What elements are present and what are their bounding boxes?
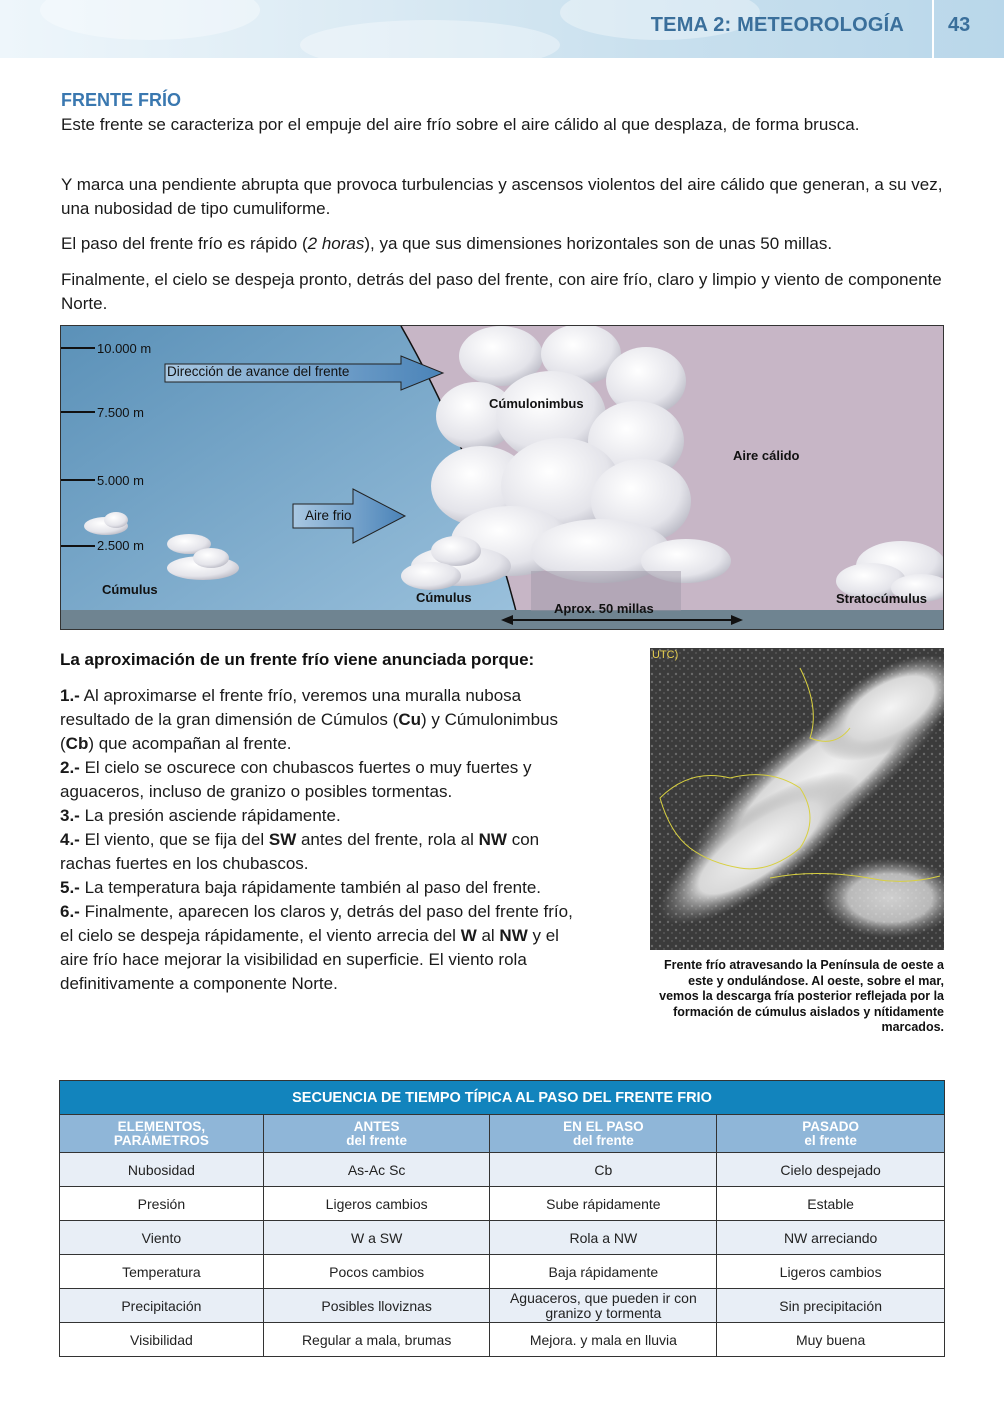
utc-label: UTC) <box>652 649 679 661</box>
altitude-label: 7.500 m <box>97 405 144 420</box>
column-header <box>490 1115 717 1153</box>
satellite-graphic <box>650 648 944 950</box>
list-item <box>60 804 590 828</box>
table-row <box>60 1153 945 1187</box>
item-number: 4.- <box>60 830 80 849</box>
cumulus-label-middle: Cúmulus <box>416 590 472 605</box>
table-cell: Regular a mala, brumas <box>263 1323 490 1357</box>
table-cell: NW arreciando <box>717 1221 945 1255</box>
item-bold: Cu <box>398 710 421 729</box>
header-line: PASADO <box>802 1118 859 1134</box>
list-item <box>60 900 590 996</box>
paragraph-4: Finalmente, el cielo se despeja pronto, detrás del paso del frente, con aire frío, claro y limpio y viento de componente Norte. <box>61 270 942 313</box>
table-cell: Ligeros cambios <box>717 1255 945 1289</box>
page-header <box>0 0 1004 58</box>
item-number: 2.- <box>60 758 80 777</box>
item-text: Finalmente, aparecen los claros y, detrás del paso del frente frío, el cielo se despeja rápidamente, el viento arrecia del <box>60 902 573 945</box>
table-cell: Baja rápidamente <box>490 1255 717 1289</box>
table-cell: W a SW <box>263 1221 490 1255</box>
item-number: 5.- <box>60 878 80 897</box>
page-number: 43 <box>948 14 971 36</box>
list-item <box>60 756 590 804</box>
item-bold: Cb <box>65 734 89 753</box>
list-item <box>60 876 590 900</box>
item-number: 6.- <box>60 902 80 921</box>
item-bold: NW <box>499 926 528 945</box>
table-cell: Rola a NW <box>490 1221 717 1255</box>
header-line: el frente <box>804 1132 857 1148</box>
item-text: ) que acompañan al frente. <box>88 734 292 753</box>
column-header <box>717 1115 945 1153</box>
table-cell: Ligeros cambios <box>263 1187 490 1221</box>
satellite-image <box>650 648 944 950</box>
table-cell: Temperatura <box>60 1255 264 1289</box>
section-title: FRENTE FRÍO <box>61 90 181 110</box>
column-header <box>60 1115 264 1153</box>
item-text: al <box>476 926 500 945</box>
table-cell: Mejora. y mala en lluvia <box>490 1323 717 1357</box>
item-bold: W <box>460 926 477 945</box>
cumulonimbus-label: Cúmulonimbus <box>489 396 584 411</box>
distance-label: Aprox. 50 millas <box>554 601 654 616</box>
table-cell: Sube rápidamente <box>490 1187 717 1221</box>
table-cell: Estable <box>717 1187 945 1221</box>
item-number: 3.- <box>60 806 80 825</box>
paragraph-1: Este frente se caracteriza por el empuje del aire frío sobre el aire cálido al que desplaza, de forma brusca. <box>61 115 860 134</box>
front-direction-label: Dirección de avance del frente <box>167 364 350 379</box>
header-line: PARÁMETROS <box>113 1132 209 1148</box>
weather-sequence-table <box>59 1080 945 1357</box>
table-cell: As-Ac Sc <box>263 1153 490 1187</box>
table-row <box>60 1221 945 1255</box>
table-cell: Presión <box>60 1187 264 1221</box>
header-divider <box>932 0 934 58</box>
table-cell: Cb <box>490 1153 717 1187</box>
paragraph-2: Y marca una pendiente abrupta que provoca turbulencias y ascensos violentos del aire cálido que generan, a su vez, una nubosidad de tipo cumuliforme. <box>61 175 943 218</box>
header-line: EN EL PASO <box>563 1118 644 1134</box>
water-texture <box>40 0 260 40</box>
table-row <box>60 1323 945 1357</box>
table-cell: Viento <box>60 1221 264 1255</box>
altitude-label: 5.000 m <box>97 473 144 488</box>
photo-caption: Frente frío atravesando la Península de oeste a este y ondulándose. Al oeste, sobre el mar, vemos la descarga fría posterior reflejada por la formación de cúmulus aislados y nítidamente marcados. <box>659 958 944 1034</box>
table-cell: Pocos cambios <box>263 1255 490 1289</box>
header-line: del frente <box>572 1132 634 1148</box>
item-text: antes del frente, rola al <box>296 830 479 849</box>
header-line: del frente <box>346 1132 408 1148</box>
table-row <box>60 1255 945 1289</box>
paragraph-3 <box>61 232 946 256</box>
item-text: El cielo se oscurece con chubascos fuertes o muy fuertes y aguaceros, incluso de granizo o posibles tormentas. <box>60 758 532 801</box>
table-row <box>60 1187 945 1221</box>
chapter-title: TEMA 2: METEOROLOGÍA <box>650 14 904 36</box>
cumulus-label-left: Cúmulus <box>102 582 158 597</box>
altitude-label: 10.000 m <box>97 341 152 356</box>
item-number: 1.- <box>60 686 80 705</box>
table-title: SECUENCIA DE TIEMPO TÍPICA AL PASO DEL FRENTE FRIO <box>60 1081 945 1115</box>
item-bold: SW <box>268 830 297 849</box>
item-text: Al aproximarse el frente frío, veremos una muralla nubosa resultado de la gran dimensión de Cúmulos ( <box>60 686 522 729</box>
list-item <box>60 684 590 756</box>
cold-front-diagram <box>60 325 944 630</box>
item-text: ) y Cúmulonimbus ( <box>60 710 558 753</box>
header-line: ELEMENTOS, <box>117 1118 206 1134</box>
item-bold: NW <box>478 830 507 849</box>
item-text: El viento, que se fija del <box>79 830 269 849</box>
water-texture <box>300 20 560 58</box>
list-item <box>60 828 590 876</box>
item-text: y el aire frío hace mejorar la visibilidad en superficie. El viento rola definitivamente a componente Norte. <box>60 926 559 993</box>
table-cell: Posibles lloviznas <box>263 1289 490 1323</box>
table-row <box>60 1289 945 1323</box>
item-text: La temperatura baja rápidamente también al paso del frente. <box>79 878 542 897</box>
stratocumulus-label: Stratocúmulus <box>836 591 928 606</box>
table-cell: Sin precipitación <box>717 1289 945 1323</box>
table-cell: Aguaceros, que pueden ir con granizo y tormenta <box>490 1289 717 1323</box>
list-title: La aproximación de un frente frío viene anunciada porque: <box>60 650 535 669</box>
table-cell: Precipitación <box>60 1289 264 1323</box>
altitude-label: 2.500 m <box>97 538 144 553</box>
warm-air-label: Aire cálido <box>733 448 800 463</box>
cold-air-label: Aire frio <box>305 508 352 523</box>
item-text: La presión asciende rápidamente. <box>79 806 341 825</box>
column-header <box>263 1115 490 1153</box>
header-line: ANTES <box>353 1118 400 1134</box>
table-cell: Cielo despejado <box>717 1153 945 1187</box>
table-cell: Nubosidad <box>60 1153 264 1187</box>
table-cell: Muy buena <box>717 1323 945 1357</box>
paragraph-3-emphasis: 2 horas <box>307 234 365 253</box>
item-text: con rachas fuertes en los chubascos. <box>60 830 540 873</box>
table-cell: Visibilidad <box>60 1323 264 1357</box>
paragraph-3-end: ), ya que sus dimensiones horizontales son de unas 50 millas. <box>364 234 833 253</box>
signs-list <box>60 684 590 996</box>
paragraph-3-start: El paso del frente frío es rápido ( <box>61 234 308 253</box>
